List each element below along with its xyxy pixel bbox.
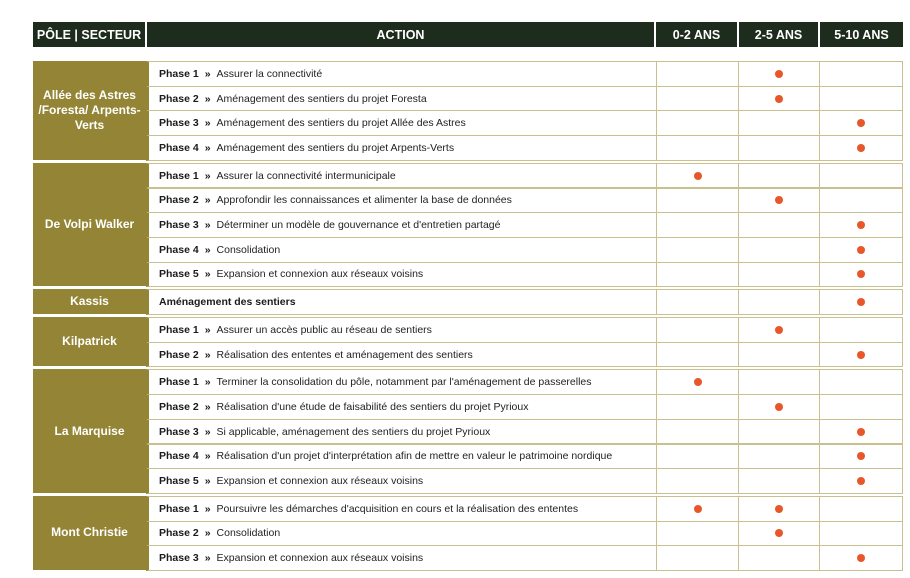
timeline-dot-icon [775, 70, 783, 78]
header-0-2-ans: 0-2 ANS [656, 22, 737, 47]
timeline-cell [739, 521, 820, 547]
action-cell [146, 545, 657, 571]
action-cell [146, 188, 657, 214]
phase-label: Phase 1 [159, 323, 199, 336]
timeline-cell [820, 237, 903, 263]
phase-label: Phase 2 [159, 92, 199, 105]
timeline-dot-icon [775, 95, 783, 103]
timeline-dot-icon [694, 172, 702, 180]
timeline-cell [820, 135, 903, 161]
timeline-cell [820, 212, 903, 238]
timeline-cell [739, 163, 820, 189]
timeline-cell [657, 468, 739, 494]
action-text: Consolidation [216, 243, 281, 256]
phase-separator: » [204, 67, 211, 80]
sector-label: Kilpatrick [33, 317, 146, 366]
timeline-cell [820, 61, 903, 87]
action-cell [146, 262, 657, 288]
phase-separator: » [204, 400, 211, 413]
phase-separator: » [204, 268, 211, 281]
action-cell [146, 521, 657, 547]
phase-separator: » [204, 527, 211, 540]
timeline-cell [739, 262, 820, 288]
phase-label: Phase 4 [159, 243, 199, 256]
timeline-cell [820, 163, 903, 189]
phase-label: Phase 2 [159, 194, 199, 207]
sector-label: Mont Christie [33, 496, 146, 570]
action-cell [146, 110, 657, 136]
timeline-cell [739, 369, 820, 395]
header-5-10-ans: 5-10 ANS [820, 22, 903, 47]
phase-separator: » [204, 552, 211, 565]
action-text: Aménagement des sentiers du projet Foresta [216, 92, 427, 105]
timeline-cell [820, 289, 903, 315]
timeline-cell [739, 394, 820, 420]
timeline-cell [820, 419, 903, 445]
timeline-dot-icon [775, 505, 783, 513]
timeline-cell [657, 419, 739, 445]
phase-label: Phase 4 [159, 141, 199, 154]
timeline-cell [739, 110, 820, 136]
action-text: Déterminer un modèle de gouvernance et d'entretien partagé [216, 219, 501, 232]
action-cell [146, 317, 657, 343]
phase-label: Phase 3 [159, 219, 199, 232]
timeline-dot-icon [775, 403, 783, 411]
sector-label: De Volpi Walker [33, 163, 146, 287]
timeline-cell [657, 262, 739, 288]
action-text: Aménagement des sentiers du projet Arpents-Verts [216, 141, 455, 154]
sector-label: Kassis [33, 289, 146, 314]
phase-label: Phase 5 [159, 268, 199, 281]
timeline-cell [820, 545, 903, 571]
timeline-cell [739, 419, 820, 445]
action-text: Assurer la connectivité intermunicipale [216, 169, 396, 182]
header-action: ACTION [147, 22, 654, 47]
header-pole-secteur: PÔLE | SECTEUR [33, 22, 145, 47]
timeline-cell [739, 289, 820, 315]
timeline-cell [739, 444, 820, 470]
action-text: Réalisation des ententes et aménagement des sentiers [216, 348, 473, 361]
timeline-cell [820, 521, 903, 547]
phase-separator: » [204, 141, 211, 154]
timeline-cell [657, 545, 739, 571]
timeline-dot-icon [857, 554, 865, 562]
timeline-cell [820, 369, 903, 395]
timeline-cell [657, 496, 739, 522]
timeline-cell [657, 394, 739, 420]
phase-separator: » [204, 323, 211, 336]
phase-label: Phase 3 [159, 425, 199, 438]
phase-separator: » [204, 348, 211, 361]
phase-separator: » [204, 243, 211, 256]
timeline-cell [657, 110, 739, 136]
timeline-cell [820, 262, 903, 288]
action-text: Approfondir les connaissances et alimenter la base de données [216, 194, 512, 207]
phase-separator: » [204, 502, 211, 515]
timeline-cell [657, 61, 739, 87]
timeline-cell [657, 135, 739, 161]
phase-label: Phase 5 [159, 475, 199, 488]
timeline-cell [739, 86, 820, 112]
timeline-cell [739, 317, 820, 343]
timeline-dot-icon [857, 119, 865, 127]
timeline-cell [820, 394, 903, 420]
timeline-cell [739, 545, 820, 571]
action-text: Expansion et connexion aux réseaux voisins [216, 475, 424, 488]
timeline-cell [657, 369, 739, 395]
timeline-cell [739, 212, 820, 238]
timeline-cell [739, 188, 820, 214]
action-text: Si applicable, aménagement des sentiers du projet Pyrioux [216, 425, 491, 438]
action-cell [146, 86, 657, 112]
action-cell [146, 237, 657, 263]
action-cell [146, 394, 657, 420]
timeline-dot-icon [857, 428, 865, 436]
timeline-cell [820, 188, 903, 214]
timeline-cell [657, 237, 739, 263]
action-text: Expansion et connexion aux réseaux voisins [216, 268, 424, 281]
timeline-cell [739, 61, 820, 87]
action-cell [146, 212, 657, 238]
timeline-dot-icon [857, 298, 865, 306]
timeline-dot-icon [775, 196, 783, 204]
timeline-cell [820, 110, 903, 136]
timeline-cell [657, 317, 739, 343]
phase-separator: » [204, 475, 211, 488]
timeline-cell [739, 468, 820, 494]
action-text: Expansion et connexion aux réseaux voisins [216, 552, 424, 565]
phase-label: Phase 2 [159, 527, 199, 540]
phase-label: Phase 3 [159, 552, 199, 565]
action-text: Consolidation [216, 527, 281, 540]
action-cell [146, 289, 657, 315]
timeline-cell [739, 342, 820, 368]
timeline-cell [820, 86, 903, 112]
action-text: Réalisation d'un projet d'interprétation afin de mettre en valeur le patrimoine nordique [216, 450, 613, 463]
phase-label: Phase 2 [159, 348, 199, 361]
action-text: Assurer un accès public au réseau de sentiers [216, 323, 432, 336]
phase-separator: » [204, 450, 211, 463]
phase-label: Phase 3 [159, 117, 199, 130]
action-text: Poursuivre les démarches d'acquisition en cours et la réalisation des ententes [216, 502, 579, 515]
timeline-dot-icon [857, 477, 865, 485]
sector-label: Allée des Astres /Foresta/ Arpents-Verts [33, 61, 146, 160]
timeline-cell [657, 212, 739, 238]
action-text: Assurer la connectivité [216, 67, 323, 80]
timeline-dot-icon [857, 351, 865, 359]
timeline-cell [820, 496, 903, 522]
phase-label: Phase 1 [159, 376, 199, 389]
timeline-dot-icon [694, 378, 702, 386]
phase-label: Phase 1 [159, 169, 199, 182]
phase-separator: » [204, 194, 211, 207]
action-text: Aménagement des sentiers du projet Allée des Astres [216, 117, 466, 130]
sector-label: La Marquise [33, 369, 146, 493]
action-cell [146, 496, 657, 522]
timeline-cell [820, 468, 903, 494]
phase-separator: » [204, 376, 211, 389]
header-2-5-ans: 2-5 ANS [739, 22, 818, 47]
phase-label: Phase 4 [159, 450, 199, 463]
phase-separator: » [204, 169, 211, 182]
phase-separator: » [204, 92, 211, 105]
timeline-cell [657, 342, 739, 368]
phase-label: Aménagement des sentiers [159, 296, 296, 309]
timeline-cell [657, 444, 739, 470]
timeline-cell [657, 86, 739, 112]
phase-label: Phase 1 [159, 67, 199, 80]
action-cell [146, 342, 657, 368]
action-text: Terminer la consolidation du pôle, notamment par l'aménagement de passerelles [216, 376, 592, 389]
phase-separator: » [204, 117, 211, 130]
timeline-dot-icon [857, 246, 865, 254]
action-cell [146, 61, 657, 87]
action-text: Réalisation d'une étude de faisabilité des sentiers du projet Pyrioux [216, 400, 529, 413]
phase-separator: » [204, 219, 211, 232]
timeline-dot-icon [857, 270, 865, 278]
timeline-dot-icon [775, 529, 783, 537]
timeline-cell [657, 163, 739, 189]
timeline-cell [739, 135, 820, 161]
timeline-dot-icon [857, 144, 865, 152]
timeline-dot-icon [857, 221, 865, 229]
action-cell [146, 419, 657, 445]
action-cell [146, 468, 657, 494]
timeline-dot-icon [775, 326, 783, 334]
timeline-dot-icon [857, 452, 865, 460]
timeline-dot-icon [694, 505, 702, 513]
timeline-cell [657, 521, 739, 547]
phase-label: Phase 1 [159, 502, 199, 515]
timeline-cell [739, 237, 820, 263]
timeline-cell [657, 289, 739, 315]
timeline-cell [739, 496, 820, 522]
timeline-cell [820, 444, 903, 470]
timeline-cell [820, 342, 903, 368]
action-cell [146, 135, 657, 161]
action-cell [146, 369, 657, 395]
action-cell [146, 163, 657, 189]
phase-separator: » [204, 425, 211, 438]
action-cell [146, 444, 657, 470]
timeline-cell [820, 317, 903, 343]
phase-label: Phase 2 [159, 400, 199, 413]
timeline-cell [657, 188, 739, 214]
